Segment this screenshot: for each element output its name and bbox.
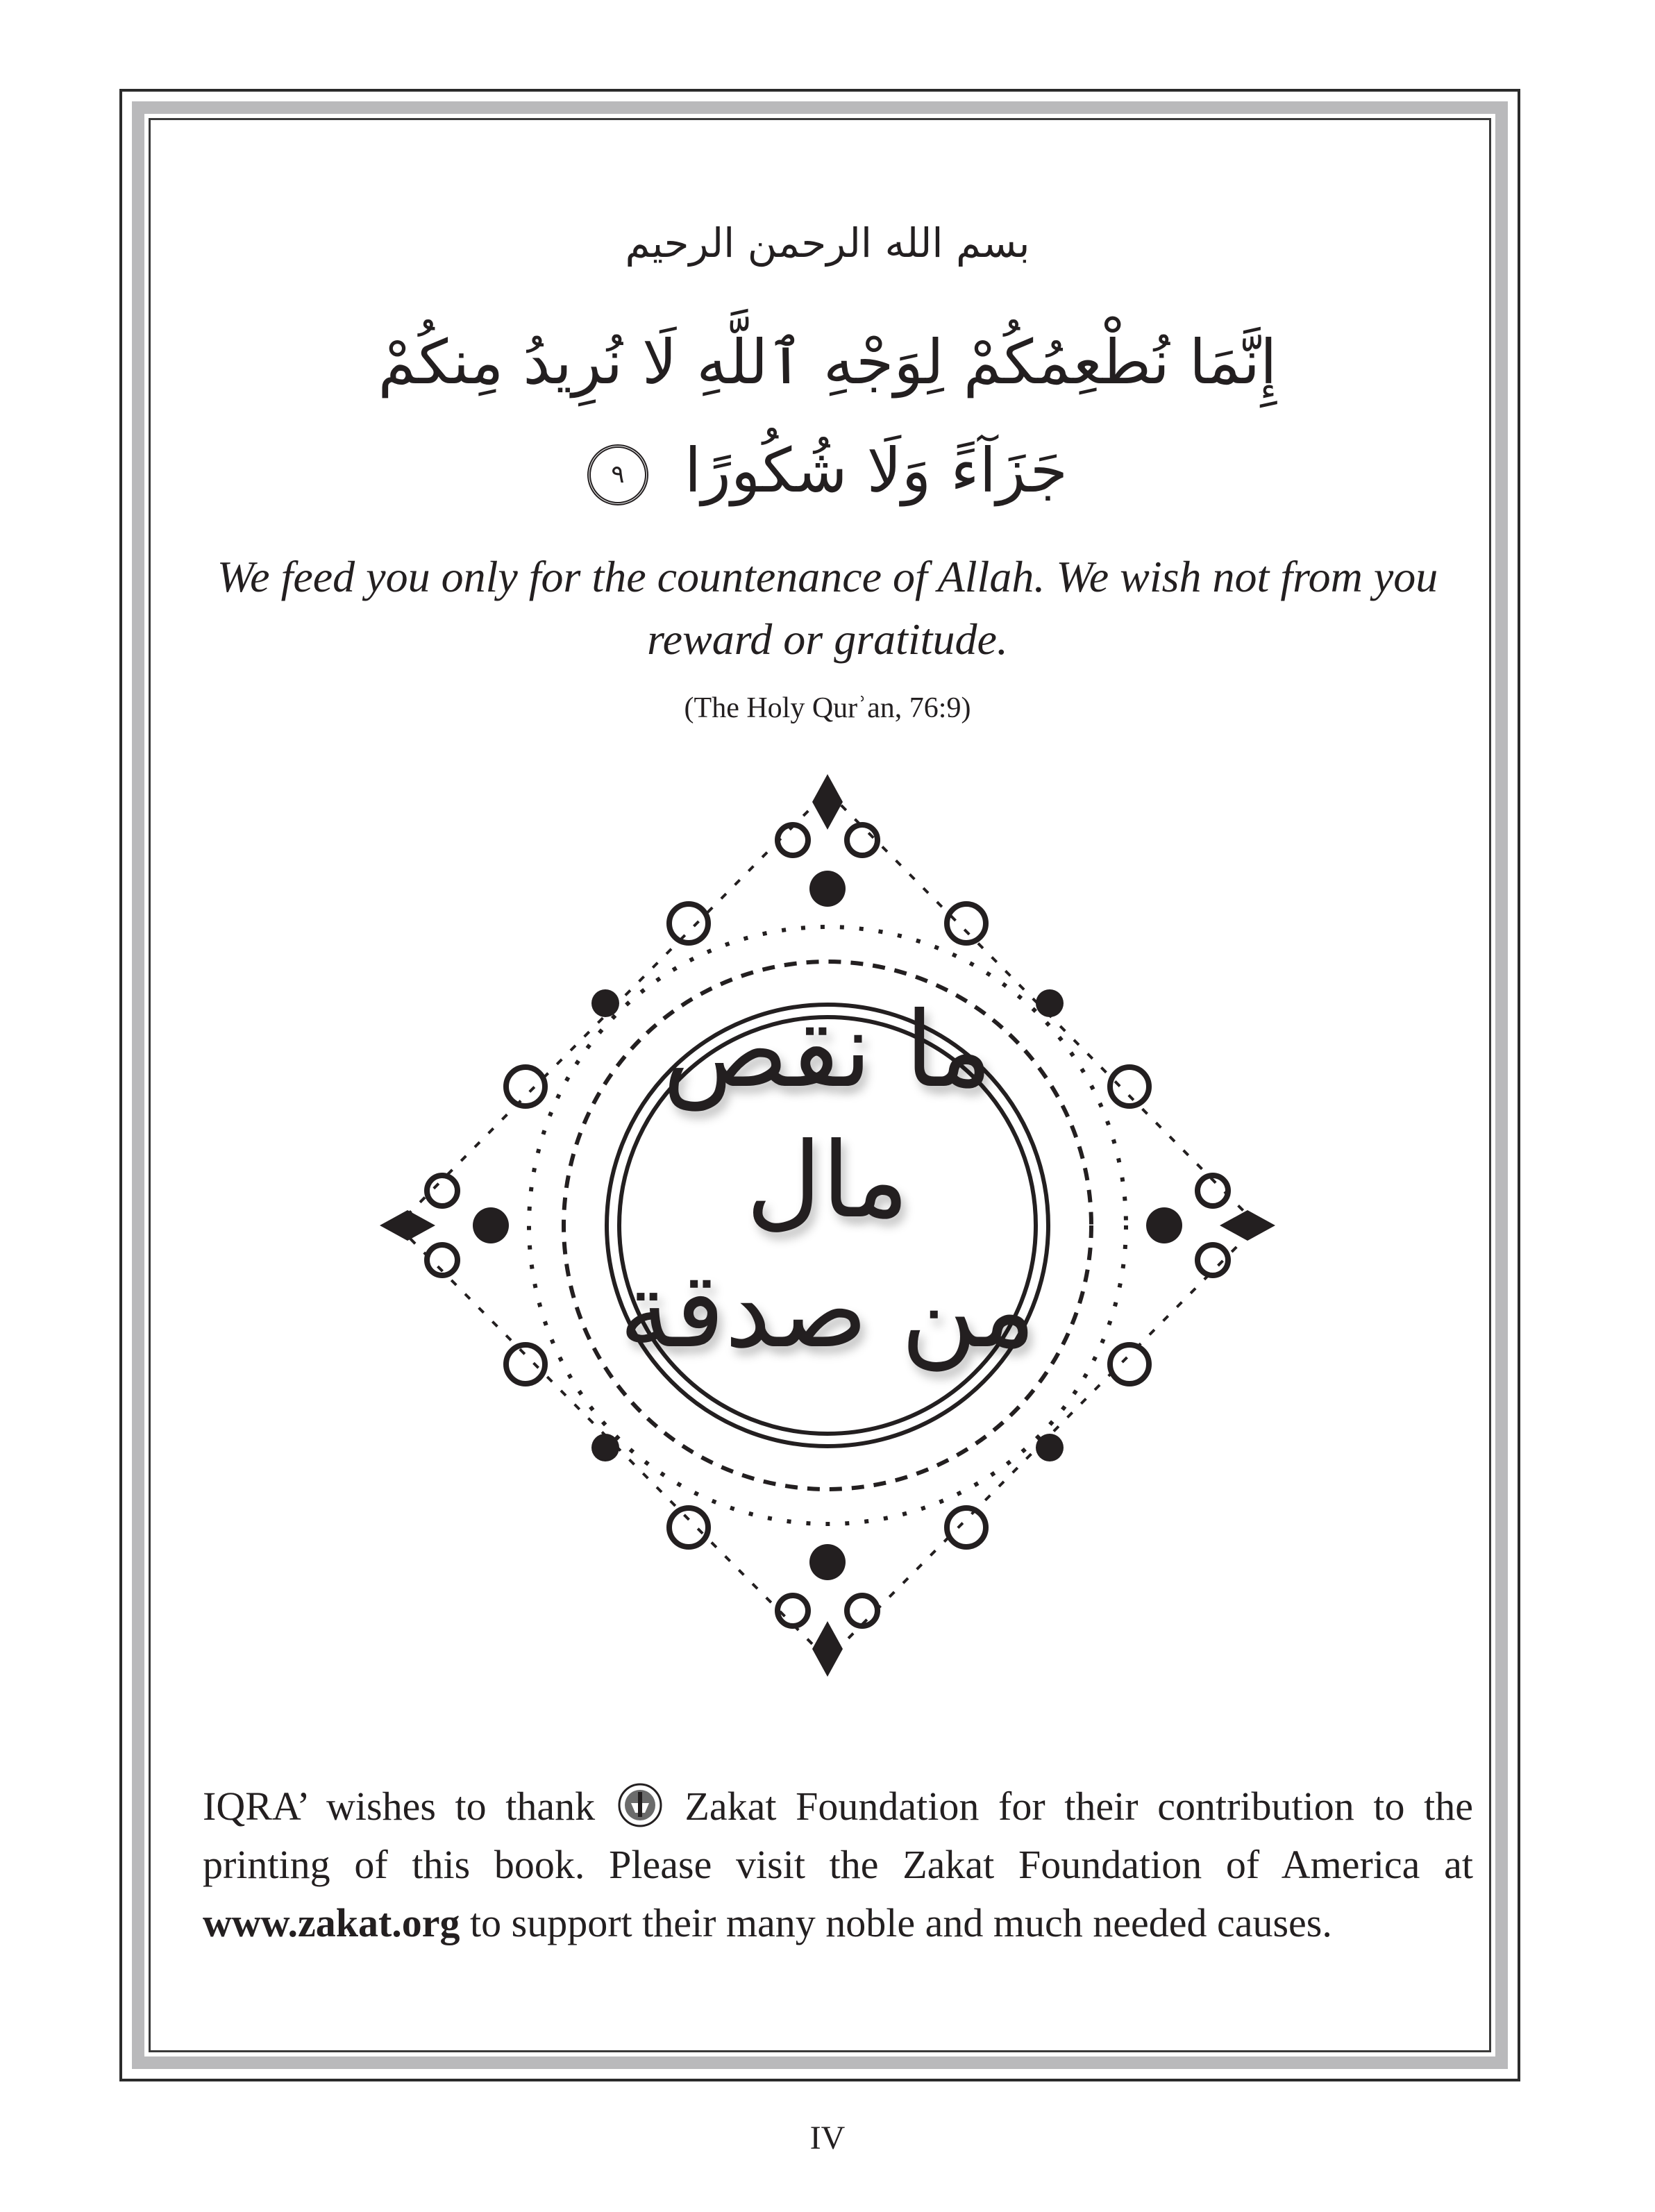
zakat-foundation-logo-icon bbox=[617, 1782, 663, 1828]
acknowledgement-paragraph bbox=[203, 1777, 1473, 1952]
page-number: IV bbox=[809, 2120, 846, 2156]
acknowledgement-after-logo: Zakat Foundation for their contribution to the printing of this book. Please visit the Zakat Foundation of America at bbox=[203, 1784, 1474, 1888]
ayah-line-2 bbox=[0, 435, 1655, 506]
calligraphy-emblem bbox=[585, 986, 1070, 1377]
translation: We feed you only for the countenance of Allah. We wish not from you reward or gratitude. bbox=[217, 552, 1438, 664]
verse-marker-icon: ٩ bbox=[587, 444, 648, 505]
calligraphy-line-1: ما نقص مال bbox=[662, 990, 993, 1241]
citation: (The Holy Qurʾan, 76:9) bbox=[684, 692, 971, 724]
acknowledgement-after-url: to support their many noble and much needed causes. bbox=[470, 1900, 1332, 1946]
acknowledgement-before-logo: IQRA’ wishes to thank bbox=[203, 1784, 596, 1829]
basmala: بسم الله الرحمن الرحيم bbox=[625, 219, 1030, 267]
calligraphy-line-2: من صدقة bbox=[619, 1250, 1036, 1371]
ayah-line-1: إِنَّمَا نُطْعِمُكُمْ لِوَجْهِ ٱللَّهِ لَا نُرِيدُ مِنكُمْ bbox=[378, 326, 1277, 398]
ayah-line-2-text: جَزَآءً وَلَا شُكُورًا bbox=[684, 435, 1068, 506]
zakat-url-link[interactable]: www.zakat.org bbox=[203, 1900, 460, 1946]
